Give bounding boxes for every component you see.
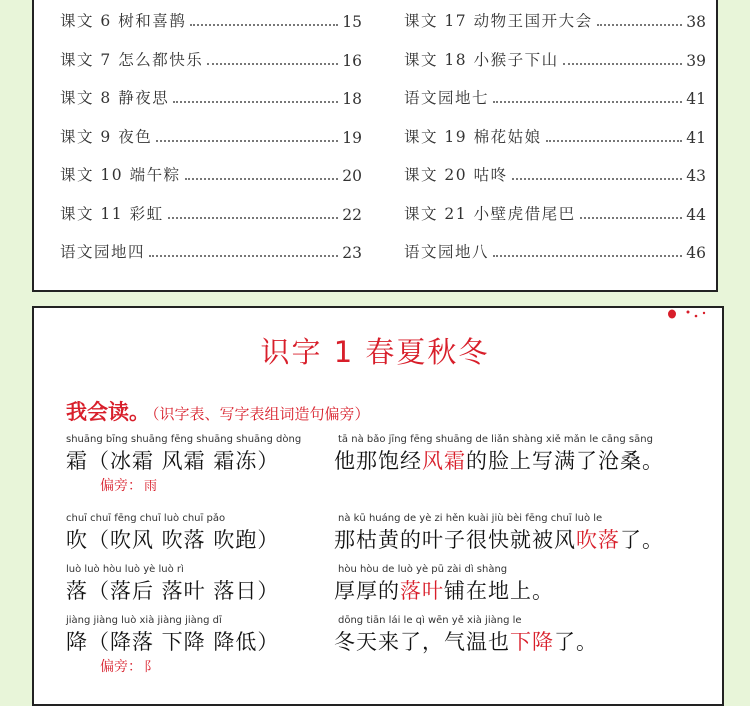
toc-entry-title: 课文 7 怎么都快乐 <box>60 51 204 69</box>
toc-entry-title: 课文 8 静夜思 <box>60 89 170 107</box>
radical-glyph: 阝 <box>144 660 158 675</box>
toc-entry-title: 课文 9 夜色 <box>60 128 153 146</box>
toc-leader-dots <box>207 63 338 65</box>
toc-leader-dots <box>546 140 683 142</box>
example-sentence <box>334 626 598 656</box>
section-title: 我会读。 <box>66 400 150 424</box>
toc-entry[interactable] <box>60 200 362 224</box>
toc-entry[interactable] <box>60 238 362 262</box>
toc-entry-page: 46 <box>686 244 706 262</box>
sentence-highlight: 风霜 <box>422 449 466 473</box>
word-pinyin: jiàng jiàng luò xià jiàng jiàng dī <box>66 615 222 626</box>
toc-leader-dots <box>149 255 338 257</box>
radical-label: 偏旁： <box>100 478 142 494</box>
toc-entry[interactable] <box>60 123 362 147</box>
section-heading <box>66 396 370 426</box>
toc-entry-page: 43 <box>686 167 706 185</box>
toc-entry-page: 16 <box>342 52 362 70</box>
toc-entry-page: 15 <box>342 13 362 31</box>
toc-entry[interactable] <box>60 7 362 31</box>
sentence-text: 了。 <box>620 528 664 552</box>
sentence-text: 铺在地上。 <box>444 579 554 603</box>
toc-entry[interactable] <box>60 46 362 70</box>
word-group: 吹（吹风 吹落 吹跑） <box>66 528 280 552</box>
toc-entry-page: 19 <box>342 129 362 147</box>
toc-entry-page: 41 <box>686 90 706 108</box>
toc-leader-dots <box>580 217 683 219</box>
toc-entry-title: 课文 6 树和喜鹊 <box>60 12 187 30</box>
sentence-text: 的脸上写满了沧桑。 <box>466 449 664 473</box>
sentence-pinyin: hòu hòu de luò yè pū zài dì shàng <box>338 564 508 575</box>
word-pinyin: shuāng bīng shuāng fēng shuāng shuāng dòng <box>66 434 302 445</box>
toc-leader-dots <box>493 101 682 103</box>
sentence-pinyin: tā nà bǎo jīng fēng shuāng de liǎn shàng xiě mǎn le cāng sāng <box>338 434 653 445</box>
toc-entry-title: 课文 11 彩虹 <box>60 205 164 223</box>
toc-entry-page: 18 <box>342 90 362 108</box>
sentence-text: 厚厚的 <box>334 579 400 603</box>
toc-leader-dots <box>156 140 338 142</box>
example-sentence <box>334 445 664 475</box>
word-group: 霜（冰霜 风霜 霜冻） <box>66 449 280 473</box>
word-pinyin: chuī chuī fēng chuī luò chuī pǎo <box>66 513 226 524</box>
sentence-pinyin: nà kū huáng de yè zi hěn kuài jiù bèi fēng chuī luò le <box>338 513 603 524</box>
toc-entry[interactable] <box>404 7 706 31</box>
sentence-text: 了。 <box>554 630 598 654</box>
example-sentence <box>334 575 554 605</box>
toc-entry[interactable] <box>404 46 706 70</box>
toc-entry-title: 语文园地七 <box>404 89 490 107</box>
sentence-highlight: 落叶 <box>400 579 444 603</box>
toc-entry-page: 44 <box>686 206 706 224</box>
radical-label: 偏旁： <box>100 659 142 675</box>
toc-entry-title: 语文园地四 <box>60 243 146 261</box>
toc-entry[interactable] <box>404 200 706 224</box>
toc-entry-title: 课文 21 小壁虎借尾巴 <box>404 205 576 223</box>
radical-note <box>100 656 157 676</box>
section-note: （识字表、写字表组词造句偏旁） <box>152 405 370 423</box>
toc-entry-title: 课文 19 棉花姑娘 <box>404 128 542 146</box>
sentence-highlight: 下降 <box>510 630 554 654</box>
toc-leader-dots <box>185 178 339 180</box>
toc-leader-dots <box>563 63 683 65</box>
sentence-text: 那枯黄的叶子很快就被风 <box>334 528 576 552</box>
table-of-contents <box>32 0 718 292</box>
toc-leader-dots <box>512 178 683 180</box>
sentence-highlight: 吹落 <box>576 528 620 552</box>
toc-entry-page: 22 <box>342 206 362 224</box>
toc-entry-title: 课文 17 动物王国开大会 <box>404 12 593 30</box>
toc-entry-page: 38 <box>686 13 706 31</box>
toc-entry[interactable] <box>404 123 706 147</box>
sentence-text: 冬天来了，气温也 <box>334 630 510 654</box>
sentence-text: 他那饱经 <box>334 449 422 473</box>
toc-entry-page: 23 <box>342 244 362 262</box>
toc-entry-page: 41 <box>686 129 706 147</box>
toc-entry[interactable] <box>404 161 706 185</box>
word-group: 降（降落 下降 降低） <box>66 630 280 654</box>
toc-entry[interactable] <box>404 84 706 108</box>
toc-entry-title: 课文 18 小猴子下山 <box>404 51 559 69</box>
word-group: 落（落后 落叶 落日） <box>66 579 280 603</box>
radical-glyph: 雨 <box>144 479 158 494</box>
toc-entry-title: 语文园地八 <box>404 243 490 261</box>
toc-leader-dots <box>597 24 683 26</box>
toc-leader-dots <box>173 101 338 103</box>
toc-entry-page: 20 <box>342 167 362 185</box>
toc-entry-title: 课文 20 咕咚 <box>404 166 508 184</box>
toc-entry[interactable] <box>404 238 706 262</box>
decoration-dots-icon <box>666 308 708 322</box>
toc-leader-dots <box>190 24 338 26</box>
lesson-title: 识字 1 春夏秋冬 <box>260 335 490 369</box>
radical-note <box>100 475 157 495</box>
example-sentence <box>334 524 664 554</box>
word-pinyin: luò luò hòu luò yè luò rì <box>66 564 184 575</box>
toc-entry[interactable] <box>60 161 362 185</box>
toc-leader-dots <box>168 217 339 219</box>
toc-entry[interactable] <box>60 84 362 108</box>
toc-entry-title: 课文 10 端午粽 <box>60 166 181 184</box>
sentence-pinyin: dōng tiān lái le qì wēn yě xià jiàng le <box>338 615 522 626</box>
toc-leader-dots <box>493 255 682 257</box>
toc-entry-page: 39 <box>686 52 706 70</box>
